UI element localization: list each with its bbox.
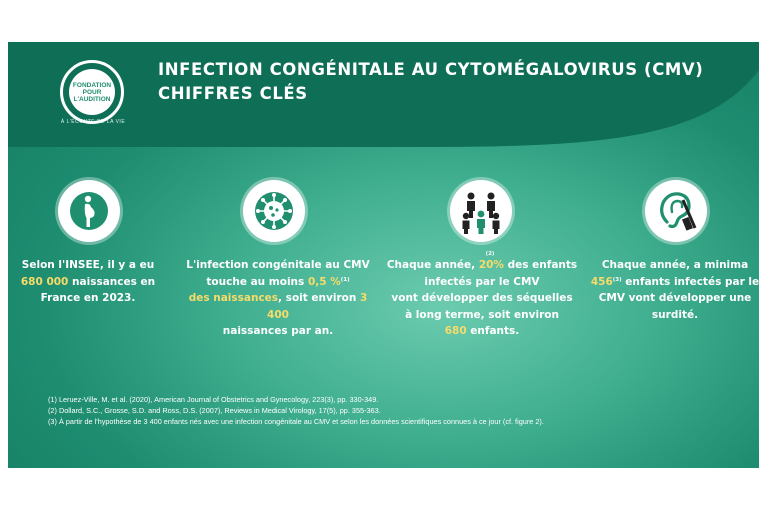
- stat-3-text: Chaque année,: [386, 259, 479, 271]
- stat-4-line-3: CMV vont développer une: [598, 292, 752, 304]
- stat-2-text: touche au moins: [206, 275, 308, 288]
- logo-line-2: POUR: [82, 88, 102, 96]
- stat-3-line-4: à long terme, soit environ: [405, 308, 559, 321]
- logo-tagline: À L'ÉCOUTE DE LA VIE: [60, 119, 126, 125]
- stat-3-line-3: vont développer des séquelles: [391, 292, 573, 304]
- stat-3-footnote: (2): [485, 251, 495, 257]
- logo-line-1: FONDATION: [72, 81, 112, 89]
- stat-4-text: enfants infectés par le: [621, 275, 759, 288]
- pregnant-woman-icon: [58, 180, 120, 242]
- stat-3-line-5: [384, 323, 580, 340]
- stat-births: [8, 257, 168, 307]
- stat-4-highlight: 456: [590, 275, 613, 288]
- stat-cmv-infection: [178, 257, 378, 340]
- stat-1-text: naissances en: [68, 275, 156, 288]
- stat-2-line-4: naissances par an.: [222, 325, 334, 337]
- logo-line-3: L'AUDITION: [73, 95, 111, 103]
- stat-4-line-1: Chaque année, a minima: [601, 259, 749, 271]
- ear-hearing-icon: [645, 180, 707, 242]
- stat-2-line-1: L'infection congénitale au CMV: [186, 259, 370, 271]
- stat-2-line-3: [178, 290, 378, 323]
- stat-3-line-1: [384, 257, 580, 274]
- stat-4-line-2: [590, 274, 759, 291]
- stat-sequelae: [384, 251, 580, 340]
- stat-1-line-3: France en 2023.: [40, 292, 136, 304]
- reference-1: (1) Leruez-Ville, M. et al. (2020), American Journal of Obstetrics and Gynecology, 223(3), pp. 330-349.: [48, 395, 379, 404]
- stat-deafness: [590, 257, 759, 323]
- stat-3-percent: 20%: [478, 259, 504, 271]
- stat-4-footnote: (3): [612, 276, 622, 283]
- stat-2-line-2: [178, 274, 378, 291]
- stat-2-percent: 0,5 %: [307, 275, 341, 288]
- stat-3-text-c: enfants.: [466, 325, 520, 337]
- children-group-icon: [450, 180, 512, 242]
- references: [48, 394, 544, 427]
- stat-2-highlight-count: 3 400: [267, 292, 368, 321]
- title-line-1: INFECTION CONGÉNITALE AU CYTOMÉGALOVIRUS (CMV): [158, 60, 704, 79]
- title-line-2: CHIFFRES CLÉS: [158, 84, 308, 103]
- page-title: [158, 58, 703, 106]
- stat-2-highlight-births: des naissances: [188, 292, 279, 304]
- stat-1-highlight: 680 000: [20, 275, 69, 288]
- reference-3: (3) À partir de l'hypothèse de 3 400 enfants nés avec une infection congénitale au CMV et selon les données scientifiques connues à ce jour (cf. figure 2).: [48, 417, 544, 426]
- infographic-card: [8, 42, 759, 468]
- stat-1-line-2: [8, 274, 168, 291]
- stat-2-text-b: , soit environ: [278, 292, 360, 304]
- stat-1-line-1: Selon l'INSEE, il y a eu: [21, 259, 155, 271]
- virus-icon: [243, 180, 305, 242]
- stat-3-highlight: 680: [444, 325, 467, 337]
- stat-2-footnote: (1): [340, 276, 350, 283]
- reference-2: (2) Dollard, S.C., Grosse, S.D. and Ross, D.S. (2007), Reviews in Medical Virology, 17(5), pp. 355-363.: [48, 406, 381, 415]
- stat-3-text-b: des enfants: [503, 259, 578, 271]
- foundation-logo: [60, 60, 124, 124]
- stat-3-line-2: infectés par le CMV: [424, 275, 540, 288]
- stat-4-line-4: surdité.: [651, 308, 699, 321]
